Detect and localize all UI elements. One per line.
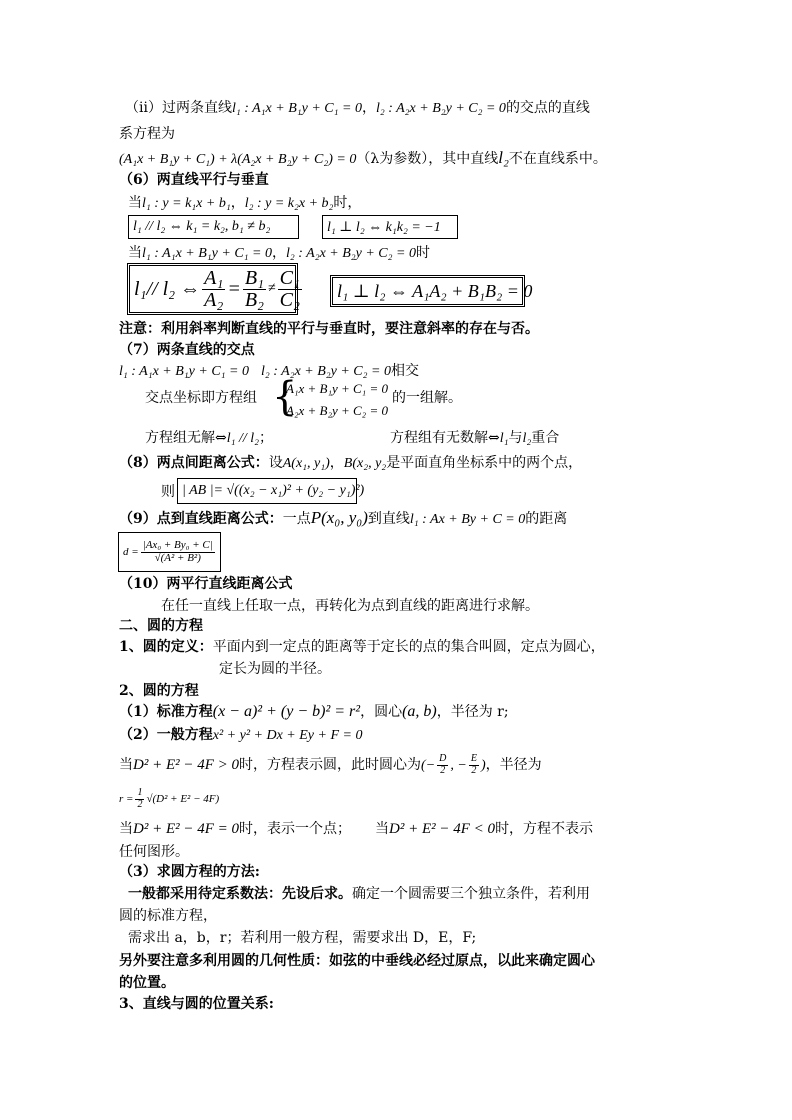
heading-text: （2）一般方程 <box>119 727 213 743</box>
equation-l1: l₁ : A₁x + B₁y + C₁ = 0 <box>119 364 249 379</box>
equation: (x − a)² + (y − b)² = r² <box>212 703 361 720</box>
heading-8 <box>119 453 582 474</box>
text: 时，方程不表示 <box>495 821 594 837</box>
point-b: B(x₂, y₂ <box>343 456 387 471</box>
line-2: 系方程为 <box>119 126 175 142</box>
formula-box-perpendicular-general: l₁ ⊥ l₂ ⇔ A₁A₂ + B₁B₂ = 0 <box>330 275 525 307</box>
text: （λ为参数），其中直线 <box>356 151 499 167</box>
standard-equation <box>119 702 509 722</box>
formula-box-distance-points: | AB |= √((x₂ − x₁)² + (y₂ − y₁)²) <box>177 478 357 504</box>
radius-formula <box>119 787 219 811</box>
line-3 <box>119 148 607 170</box>
equation: x² + y² + Dx + Ey + F = 0 <box>212 728 363 743</box>
text: 与 <box>508 430 523 446</box>
heading-10: （10）两平行直线距离公式 <box>119 576 293 592</box>
line-19: 在任一直线上任取一点，再转化为点到直线的距离进行求解。 <box>161 598 539 614</box>
equation-l2: l₂ : A₂x + B₂y + C₂ = 0 <box>285 246 416 261</box>
method-2: 需求出 a，b，r；若利用一般方程，需要求出 D，E，F; <box>128 930 477 946</box>
line-7 <box>128 243 430 264</box>
brace: { <box>272 374 298 420</box>
text: 时， <box>333 195 362 211</box>
text: 时 <box>415 245 430 261</box>
text: 方程组有无数解⇔ <box>390 430 500 446</box>
center: (a, b) <box>402 703 437 720</box>
text: r = <box>119 793 134 805</box>
equation-l1: l₁ : A₁x + B₁y + C₁ = 0 <box>231 101 362 116</box>
text: 时，表示一个点； <box>239 821 352 837</box>
heading-7: （7）两条直线的交点 <box>119 342 255 358</box>
definition-1-cont: 定长为圆的半径。 <box>219 661 331 677</box>
text: ，半径为 <box>485 757 542 773</box>
center-paren-open: (− <box>421 758 436 773</box>
sqrt-expression: √(D² + E² − 4F) <box>146 793 220 805</box>
text: 的距离 <box>525 511 568 527</box>
parallel-expr: l₁ // l₂ <box>226 431 260 446</box>
text: ， <box>329 455 344 471</box>
text: d = <box>123 546 139 558</box>
text: 的交点的直线 <box>505 100 590 116</box>
text: ， <box>271 245 286 261</box>
system-outro: 的一组解。 <box>392 390 462 406</box>
method-1-cont: 圆的标准方程， <box>119 908 217 924</box>
equation-l1: l₁ : A₁x + B₁y + C₁ = 0 <box>142 246 272 261</box>
fraction-d: $\frac{D}{2}$ <box>439 753 447 776</box>
condition-point-cont: 任何图形。 <box>119 844 189 860</box>
text: 一点 <box>282 511 311 527</box>
formula-box-parallel-slope: l₁ // l₂ ⇔ k₁ = k₂, b₁ ≠ b₂ <box>128 215 299 239</box>
section-2-title: 二、圆的方程 <box>119 618 203 634</box>
text: 设 <box>268 455 283 471</box>
fraction-e: $\frac{E}{2}$ <box>470 753 477 776</box>
definition-1 <box>119 637 605 657</box>
equation-system <box>272 374 392 423</box>
general-equation <box>119 725 362 746</box>
text: 是平面直角坐标系中的两个点， <box>386 455 583 471</box>
formula-box-point-line-distance <box>118 532 221 572</box>
symbol-l2: l₂ <box>522 431 532 446</box>
fraction-half: $\frac{1}{2}$ <box>137 787 143 810</box>
text: 到直线 <box>367 511 410 527</box>
text: 方程组无解⇔ <box>145 430 227 446</box>
system-eq-1: A₁x + B₁y + C₁ = 0 <box>286 381 388 396</box>
point-p: P(x₀, y₀) <box>310 508 368 527</box>
method-1 <box>128 884 590 904</box>
text: 相交 <box>390 363 419 379</box>
emphasis: 一般都采用待定系数法：先设后求。 <box>128 886 352 902</box>
text: 当 <box>375 821 390 837</box>
equation-l1: l₁ : y = k₁x + b₁ <box>142 196 231 211</box>
point-a: A(x₁, y₁) <box>282 456 330 471</box>
heading-text: （8）两点间距离公式： <box>119 455 269 471</box>
text: 当 <box>128 195 142 211</box>
condition: D² + E² − 4F < 0 <box>389 821 496 837</box>
equation-l2: l₂ : A₂x + B₂y + C₂ = 0 <box>260 364 391 379</box>
not-equal-sign: ≠ <box>267 281 276 296</box>
fraction-distance: $\frac{\text{|Ax₀ + By₀ + C|}}{\text{√(A² + B²)}}$ <box>142 538 213 564</box>
formula-box-perpendicular-slope: l₁ ⊥ l₂ ⇔ k₁k₂ = −1 <box>322 215 458 239</box>
text: 确定一个圆需要三个独立条件，若利用 <box>352 886 590 902</box>
line-14 <box>145 428 273 449</box>
text: ； <box>259 430 274 446</box>
condition-circle <box>119 752 542 779</box>
line-11 <box>119 361 419 382</box>
equation-l2: l₂ : A₂x + B₂y + C₂ = 0 <box>375 101 506 116</box>
condition-point <box>119 819 593 839</box>
text: 平面内到一定点的距离等于定长的点的集合叫圆，定点为圆心， <box>212 639 605 655</box>
line-system-equation: (A₁x + B₁y + C₁) + λ(A₂x + B₂y + C₂) = 0 <box>119 152 357 167</box>
text: 当 <box>119 757 133 773</box>
method-3-cont: 的位置。 <box>119 975 175 991</box>
note-slope: 注意：利用斜率判断直线的平行与垂直时，要注意斜率的存在与否。 <box>119 321 539 337</box>
heading-9 <box>119 508 567 530</box>
heading-text: （9）点到直线距离公式： <box>119 511 283 527</box>
heading-methods: （3）求圆方程的方法: <box>119 864 260 880</box>
condition: D² + E² − 4F = 0 <box>133 821 240 837</box>
heading-circle-equation: 2、圆的方程 <box>119 683 199 699</box>
fraction-a: $\frac{\text{A₁}}{\text{A₂}}$ <box>204 266 224 311</box>
text: ， <box>361 100 376 116</box>
system-eq-2: A₂x + B₂y + C₂ = 0 <box>286 403 388 418</box>
text: 当 <box>119 821 133 837</box>
separator: , − <box>450 758 467 773</box>
line-5 <box>128 193 361 214</box>
text: l₁// l₂ ⇔ <box>134 277 201 300</box>
text: 重合 <box>531 430 560 446</box>
equals-sign: = <box>227 277 241 300</box>
fraction-c: $\frac{\text{C₁}}{\text{C₂}}$ <box>279 266 300 311</box>
heading-6: （6）两直线平行与垂直 <box>119 172 269 188</box>
method-3: 另外要注意多利用圆的几何性质：如弦的中垂线必经过原点，以此来确定圆心 <box>119 953 595 969</box>
system-intro: 交点坐标即方程组 <box>145 390 257 406</box>
text: ，圆心 <box>360 704 403 720</box>
line-1 <box>125 98 590 119</box>
text: ，半径为 r; <box>436 704 509 720</box>
heading-text: 1、圆的定义： <box>119 639 213 655</box>
section-3-title: 3、直线与圆的位置关系: <box>119 996 274 1012</box>
symbol-l1: l₁ <box>499 431 509 446</box>
condition: D² + E² − 4F > 0 <box>133 757 240 773</box>
line-16-prefix: 则 <box>161 484 175 500</box>
text: 时，方程表示圆，此时圆心为 <box>239 757 422 773</box>
fraction-b: $\frac{\text{B₁}}{\text{B₂}}$ <box>244 266 264 311</box>
symbol-l2: l₂ <box>498 148 509 167</box>
heading-text: （1）标准方程 <box>119 704 213 720</box>
line-14-right <box>390 428 559 449</box>
center-paren-close: ) <box>480 758 486 773</box>
formula-box-parallel-general <box>127 263 298 315</box>
text: 不在直线系中。 <box>508 151 607 167</box>
text: （ⅱ）过两条直线 <box>125 100 232 116</box>
equation-l2: l₂ : y = k₂x + b₂ <box>244 196 334 211</box>
text: ， <box>230 195 245 211</box>
text: 当 <box>128 245 142 261</box>
equation-line: l₁ : Ax + By + C = 0 <box>409 512 526 527</box>
